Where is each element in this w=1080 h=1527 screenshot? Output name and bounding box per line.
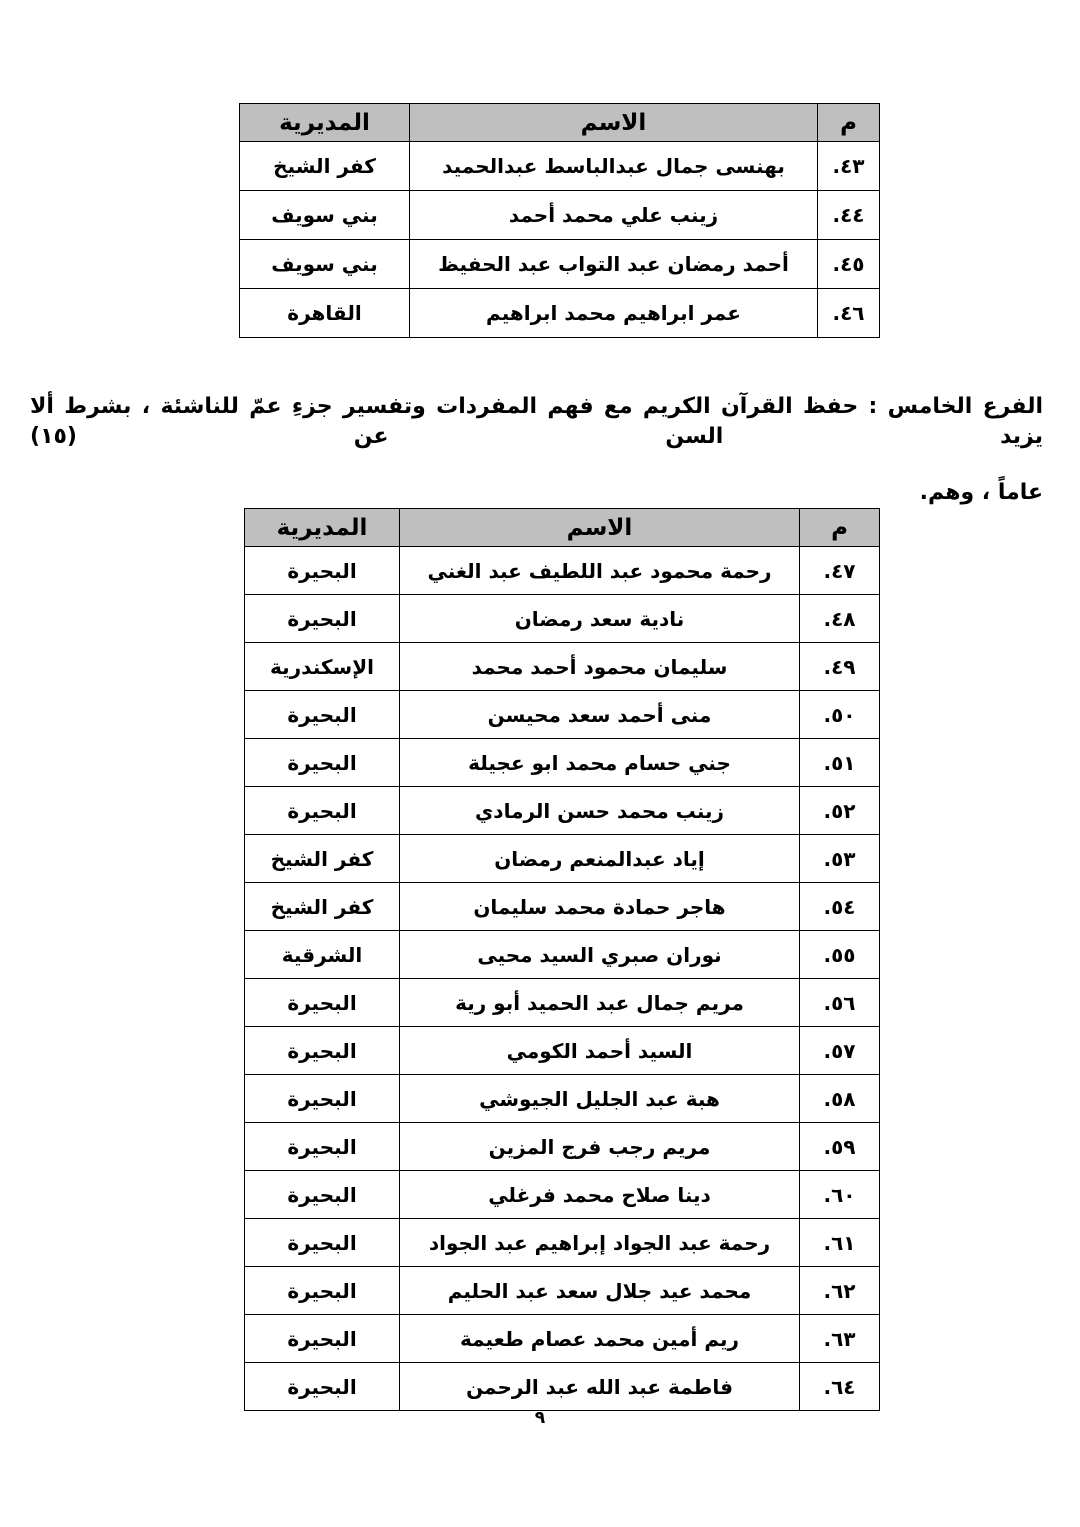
cell-name: زينب علي محمد أحمد: [410, 191, 818, 240]
header-directorate: المديرية: [240, 104, 410, 142]
table-row: [245, 643, 880, 691]
cell-directorate: البحيرة: [245, 1363, 400, 1411]
table-lower-wrap: [244, 508, 880, 1411]
cell-number: ٥٥.: [800, 931, 880, 979]
cell-number: ٥١.: [800, 739, 880, 787]
table-row: [245, 835, 880, 883]
cell-directorate: البحيرة: [245, 547, 400, 595]
names-table-lower: [244, 508, 880, 1411]
table-row: [245, 595, 880, 643]
header-number: م: [818, 104, 880, 142]
cell-number: ٥٣.: [800, 835, 880, 883]
names-table-upper: [239, 103, 880, 338]
cell-number: ٤٩.: [800, 643, 880, 691]
cell-number: ٦٢.: [800, 1267, 880, 1315]
table-upper-header: [240, 104, 880, 142]
table-row: [245, 979, 880, 1027]
cell-number: ٥٢.: [800, 787, 880, 835]
cell-number: ٦٤.: [800, 1363, 880, 1411]
table-row: [245, 547, 880, 595]
cell-directorate: بني سويف: [240, 240, 410, 289]
cell-name: ريم أمين محمد عصام طعيمة: [400, 1315, 800, 1363]
cell-name: سليمان محمود أحمد محمد: [400, 643, 800, 691]
cell-name: جني حسام محمد ابو عجيلة: [400, 739, 800, 787]
cell-number: ٦٠.: [800, 1171, 880, 1219]
table-row: [245, 739, 880, 787]
cell-directorate: البحيرة: [245, 595, 400, 643]
cell-number: ٤٥.: [818, 240, 880, 289]
cell-name: بهنسى جمال عبدالباسط عبدالحميد: [410, 142, 818, 191]
cell-name: إياد عبدالمنعم رمضان: [400, 835, 800, 883]
cell-name: رحمة عبد الجواد إبراهيم عبد الجواد: [400, 1219, 800, 1267]
table-row: [240, 240, 880, 289]
table-header-row: [245, 509, 880, 547]
cell-directorate: البحيرة: [245, 1267, 400, 1315]
table-row: [245, 931, 880, 979]
cell-directorate: البحيرة: [245, 1123, 400, 1171]
cell-directorate: البحيرة: [245, 979, 400, 1027]
cell-directorate: كفر الشيخ: [245, 835, 400, 883]
table-row: [240, 142, 880, 191]
page-number: ٩: [534, 1408, 546, 1428]
section-heading-line1: الفرع الخامس : حفظ القرآن الكريم مع فهم المفردات وتفسير جزءِ عمّ للناشئة ، بشرط ألا يزيد السن عن (١٥): [30, 394, 1043, 449]
cell-name: فاطمة عبد الله عبد الرحمن: [400, 1363, 800, 1411]
cell-directorate: الإسكندرية: [245, 643, 400, 691]
table-upper-wrap: [239, 103, 880, 338]
cell-number: ٥٠.: [800, 691, 880, 739]
table-row: [245, 1267, 880, 1315]
cell-directorate: البحيرة: [245, 1315, 400, 1363]
cell-directorate: البحيرة: [245, 1219, 400, 1267]
cell-directorate: بني سويف: [240, 191, 410, 240]
cell-number: ٦٣.: [800, 1315, 880, 1363]
table-row: [240, 289, 880, 338]
table-row: [245, 1315, 880, 1363]
cell-directorate: الشرقية: [245, 931, 400, 979]
header-number: م: [800, 509, 880, 547]
table-row: [245, 1123, 880, 1171]
cell-directorate: البحيرة: [245, 1075, 400, 1123]
cell-directorate: البحيرة: [245, 1171, 400, 1219]
cell-name: عمر ابراهيم محمد ابراهيم: [410, 289, 818, 338]
cell-name: هبة عبد الجليل الجيوشي: [400, 1075, 800, 1123]
section-heading: [30, 392, 1043, 508]
cell-number: ٤٣.: [818, 142, 880, 191]
table-header-row: [240, 104, 880, 142]
table-upper-body: [240, 142, 880, 338]
table-row: [245, 1219, 880, 1267]
cell-number: ٥٧.: [800, 1027, 880, 1075]
cell-name: نوران صبري السيد محيى: [400, 931, 800, 979]
cell-name: محمد عيد جلال سعد عبد الحليم: [400, 1267, 800, 1315]
header-name: الاسم: [410, 104, 818, 142]
cell-number: ٦١.: [800, 1219, 880, 1267]
cell-number: ٥٤.: [800, 883, 880, 931]
cell-directorate: البحيرة: [245, 739, 400, 787]
table-row: [245, 1171, 880, 1219]
cell-number: ٤٤.: [818, 191, 880, 240]
cell-name: السيد أحمد الكومي: [400, 1027, 800, 1075]
cell-name: منى أحمد سعد محيسن: [400, 691, 800, 739]
cell-name: مريم رجب فرج المزين: [400, 1123, 800, 1171]
table-lower-header: [245, 509, 880, 547]
cell-name: دينا صلاح محمد فرغلي: [400, 1171, 800, 1219]
table-row: [245, 787, 880, 835]
cell-number: ٥٦.: [800, 979, 880, 1027]
cell-name: أحمد رمضان عبد التواب عبد الحفيظ: [410, 240, 818, 289]
cell-name: زينب محمد حسن الرمادي: [400, 787, 800, 835]
cell-number: ٥٨.: [800, 1075, 880, 1123]
header-directorate: المديرية: [245, 509, 400, 547]
table-row: [245, 1075, 880, 1123]
table-row: [245, 691, 880, 739]
cell-directorate: كفر الشيخ: [240, 142, 410, 191]
section-heading-line2: عاماً ، وهم.: [919, 480, 1043, 505]
cell-number: ٤٦.: [818, 289, 880, 338]
cell-number: ٤٨.: [800, 595, 880, 643]
cell-directorate: البحيرة: [245, 691, 400, 739]
cell-name: رحمة محمود عبد اللطيف عبد الغني: [400, 547, 800, 595]
table-row: [240, 191, 880, 240]
table-lower-body: [245, 547, 880, 1411]
header-name: الاسم: [400, 509, 800, 547]
cell-number: ٤٧.: [800, 547, 880, 595]
table-row: [245, 1363, 880, 1411]
cell-number: ٥٩.: [800, 1123, 880, 1171]
cell-directorate: القاهرة: [240, 289, 410, 338]
cell-directorate: كفر الشيخ: [245, 883, 400, 931]
cell-directorate: البحيرة: [245, 787, 400, 835]
cell-name: نادية سعد رمضان: [400, 595, 800, 643]
cell-directorate: البحيرة: [245, 1027, 400, 1075]
table-row: [245, 883, 880, 931]
cell-name: مريم جمال عبد الحميد أبو رية: [400, 979, 800, 1027]
cell-name: هاجر حمادة محمد سليمان: [400, 883, 800, 931]
table-row: [245, 1027, 880, 1075]
